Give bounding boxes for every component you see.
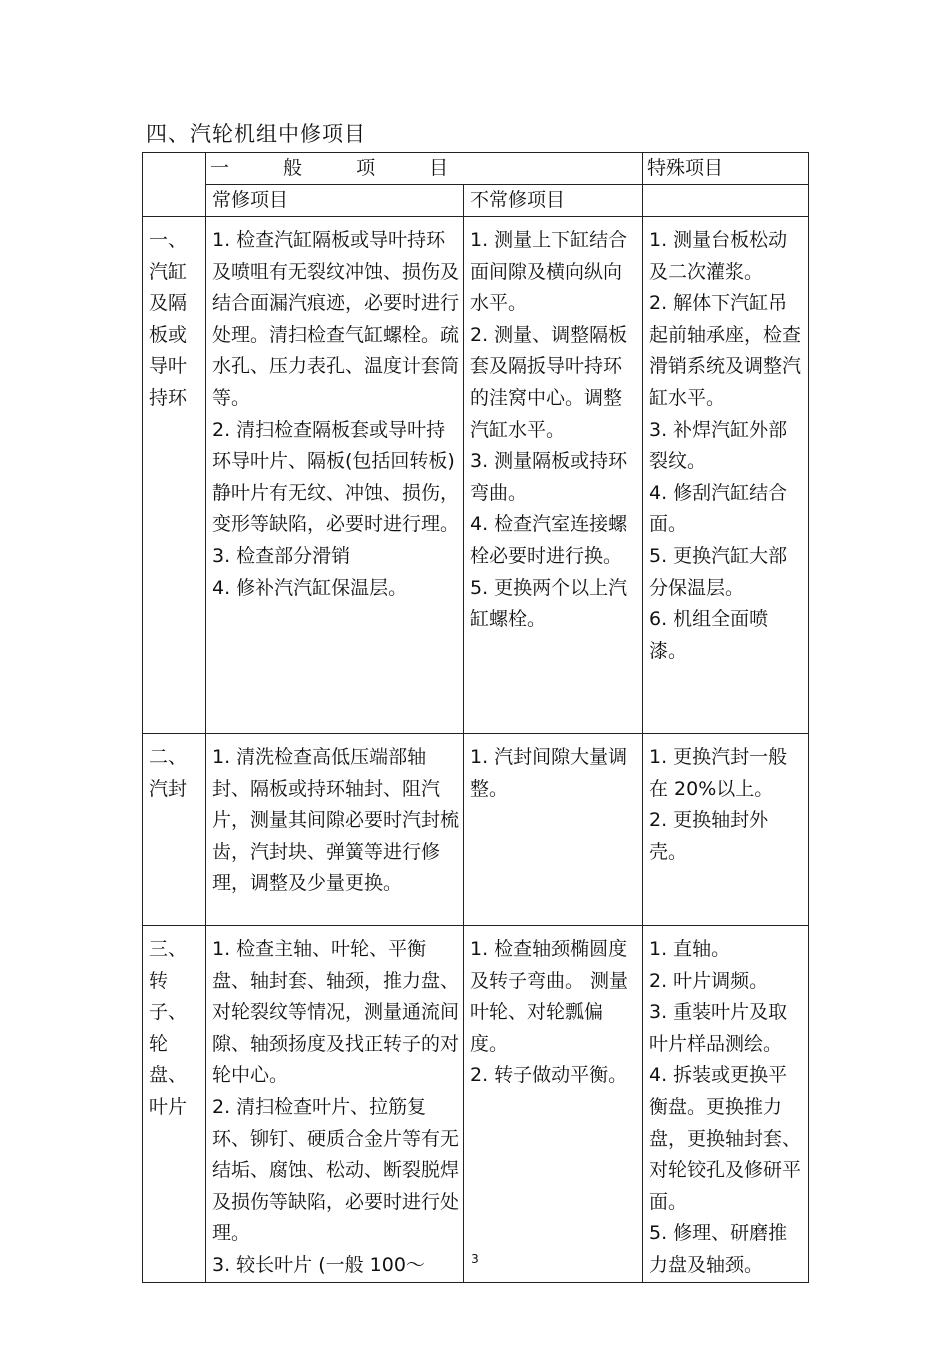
list-item: 5. 更换两个以上汽缸螺栓。 bbox=[470, 576, 628, 631]
header-corner-cell bbox=[143, 153, 206, 217]
list-item: 6. 机组全面喷漆。 bbox=[649, 608, 769, 662]
section-label-cell bbox=[143, 734, 206, 926]
list-item: 2. 更换轴封外壳。 bbox=[649, 809, 769, 863]
section-label: 一、 汽缸 及隔 板或 导叶 持环 bbox=[149, 229, 188, 409]
list-item: 5. 修理、研磨推力盘及轴颈。 bbox=[649, 1222, 788, 1276]
irregular-items-cell bbox=[464, 926, 643, 1283]
table-row bbox=[143, 217, 809, 734]
list-item: 3. 检查部分滑销 bbox=[212, 544, 351, 567]
regular-items-cell bbox=[206, 734, 464, 926]
header-irregular-items: 不常修项目 bbox=[464, 185, 643, 217]
regular-items-cell bbox=[206, 926, 464, 1283]
list-item: 1. 直轴。 bbox=[649, 938, 731, 960]
header-regular-items: 常修项目 bbox=[206, 185, 464, 217]
list-item: 2. 转子做动平衡。 bbox=[470, 1064, 628, 1087]
section-label: 三、 转 子、 轮 盘、 叶片 bbox=[149, 938, 188, 1118]
header-special-items: 特殊项目 bbox=[643, 153, 809, 185]
list-item: 3. 重装叶片及取叶片样品测绘。 bbox=[649, 1001, 788, 1055]
special-items-cell bbox=[643, 734, 809, 926]
list-item: 4. 拆装或更换平衡盘。更换推力盘，更换轴封套、对轮铰孔及修研平面。 bbox=[649, 1064, 802, 1213]
header-general-items: 一 般 项 目 bbox=[206, 153, 643, 185]
special-items-cell bbox=[643, 926, 809, 1283]
list-item: 2. 解体下汽缸吊起前轴承座，检查滑销系统及调整汽缸水平。 bbox=[649, 292, 802, 409]
page-number: 3 bbox=[471, 1252, 479, 1266]
list-item: 4. 修刮汽缸结合面。 bbox=[649, 481, 788, 536]
irregular-items-cell bbox=[464, 734, 643, 926]
list-item: 1. 测量台板松动及二次灌浆。 bbox=[649, 229, 788, 283]
list-item: 1. 检查汽缸隔板或导叶持环及喷咀有无裂纹冲蚀、损伤及结合面漏汽痕迹，必要时进行处理。清扫检查气缸螺栓。疏水孔、压力表孔、温度计套筒等。 bbox=[212, 229, 460, 409]
list-item: 3. 测量隔板或持环弯曲。 bbox=[470, 450, 628, 504]
page-title: 四、汽轮机组中修项目 bbox=[146, 122, 366, 146]
section-label: 二、 汽封 bbox=[149, 746, 188, 800]
list-item: 1. 检查主轴、叶轮、平衡盘、轴封套、轴颈，推力盘、对轮裂纹等情况，测量通流间隙、轴颈扬度及找正转子的对轮中心。 bbox=[212, 938, 460, 1087]
list-item: 1. 测量上下缸结合面间隙及横向纵向水平。 bbox=[470, 229, 628, 315]
overhaul-items-table bbox=[142, 152, 809, 1283]
special-items-cell bbox=[643, 217, 809, 734]
list-item: 1. 检查轴颈椭圆度及转子弯曲。 测量叶轮、对轮瓢偏度。 bbox=[470, 938, 629, 1055]
header-row-1 bbox=[143, 153, 809, 185]
table-row bbox=[143, 734, 809, 926]
header-row-2 bbox=[143, 185, 809, 217]
list-item: 2. 测量、调整隔板套及隔扳导叶持环的洼窝中心。调整汽缸水平。 bbox=[470, 323, 628, 441]
list-item: 3. 补焊汽缸外部裂纹。 bbox=[649, 418, 788, 473]
section-label-cell bbox=[143, 217, 206, 734]
list-item: 1. 更换汽封一般在 20%以上。 bbox=[649, 746, 788, 800]
section-label-cell bbox=[143, 926, 206, 1283]
list-item: 2. 叶片调频。 bbox=[649, 969, 769, 992]
table-row bbox=[143, 926, 809, 1283]
list-item: 1. 清洗检查高低压端部轴封、隔板或持环轴封、阻汽片，测量其间隙必要时汽封梳齿，汽封块、弹簧等进行修理，调整及少量更换。 bbox=[212, 746, 460, 895]
list-item: 1. 汽封间隙大量调整。 bbox=[470, 746, 628, 800]
list-item: 2. 清扫检查隔板套或导叶持环导叶片、隔板(包括回转板)静叶片有无纹、冲蚀、损伤，变形等缺陷，必要时进行理。 bbox=[212, 418, 460, 536]
list-item: 4. 检查汽室连接螺栓必要时进行换。 bbox=[470, 513, 628, 567]
list-item: 5. 更换汽缸大部分保温层。 bbox=[649, 544, 788, 599]
irregular-items-cell bbox=[464, 217, 643, 734]
list-item: 2. 清扫检查叶片、拉筋复环、铆钉、硬质合金片等有无结垢、腐蚀、松动、断裂脱焊及损伤等缺陷，必要时进行处理。 bbox=[212, 1095, 460, 1245]
list-item: 4. 修补汽汽缸保温层。 bbox=[212, 576, 408, 599]
list-item: 3. 较长叶片 (一般 100～ bbox=[212, 1253, 425, 1276]
header-special-empty bbox=[643, 185, 809, 217]
regular-items-cell bbox=[206, 217, 464, 734]
